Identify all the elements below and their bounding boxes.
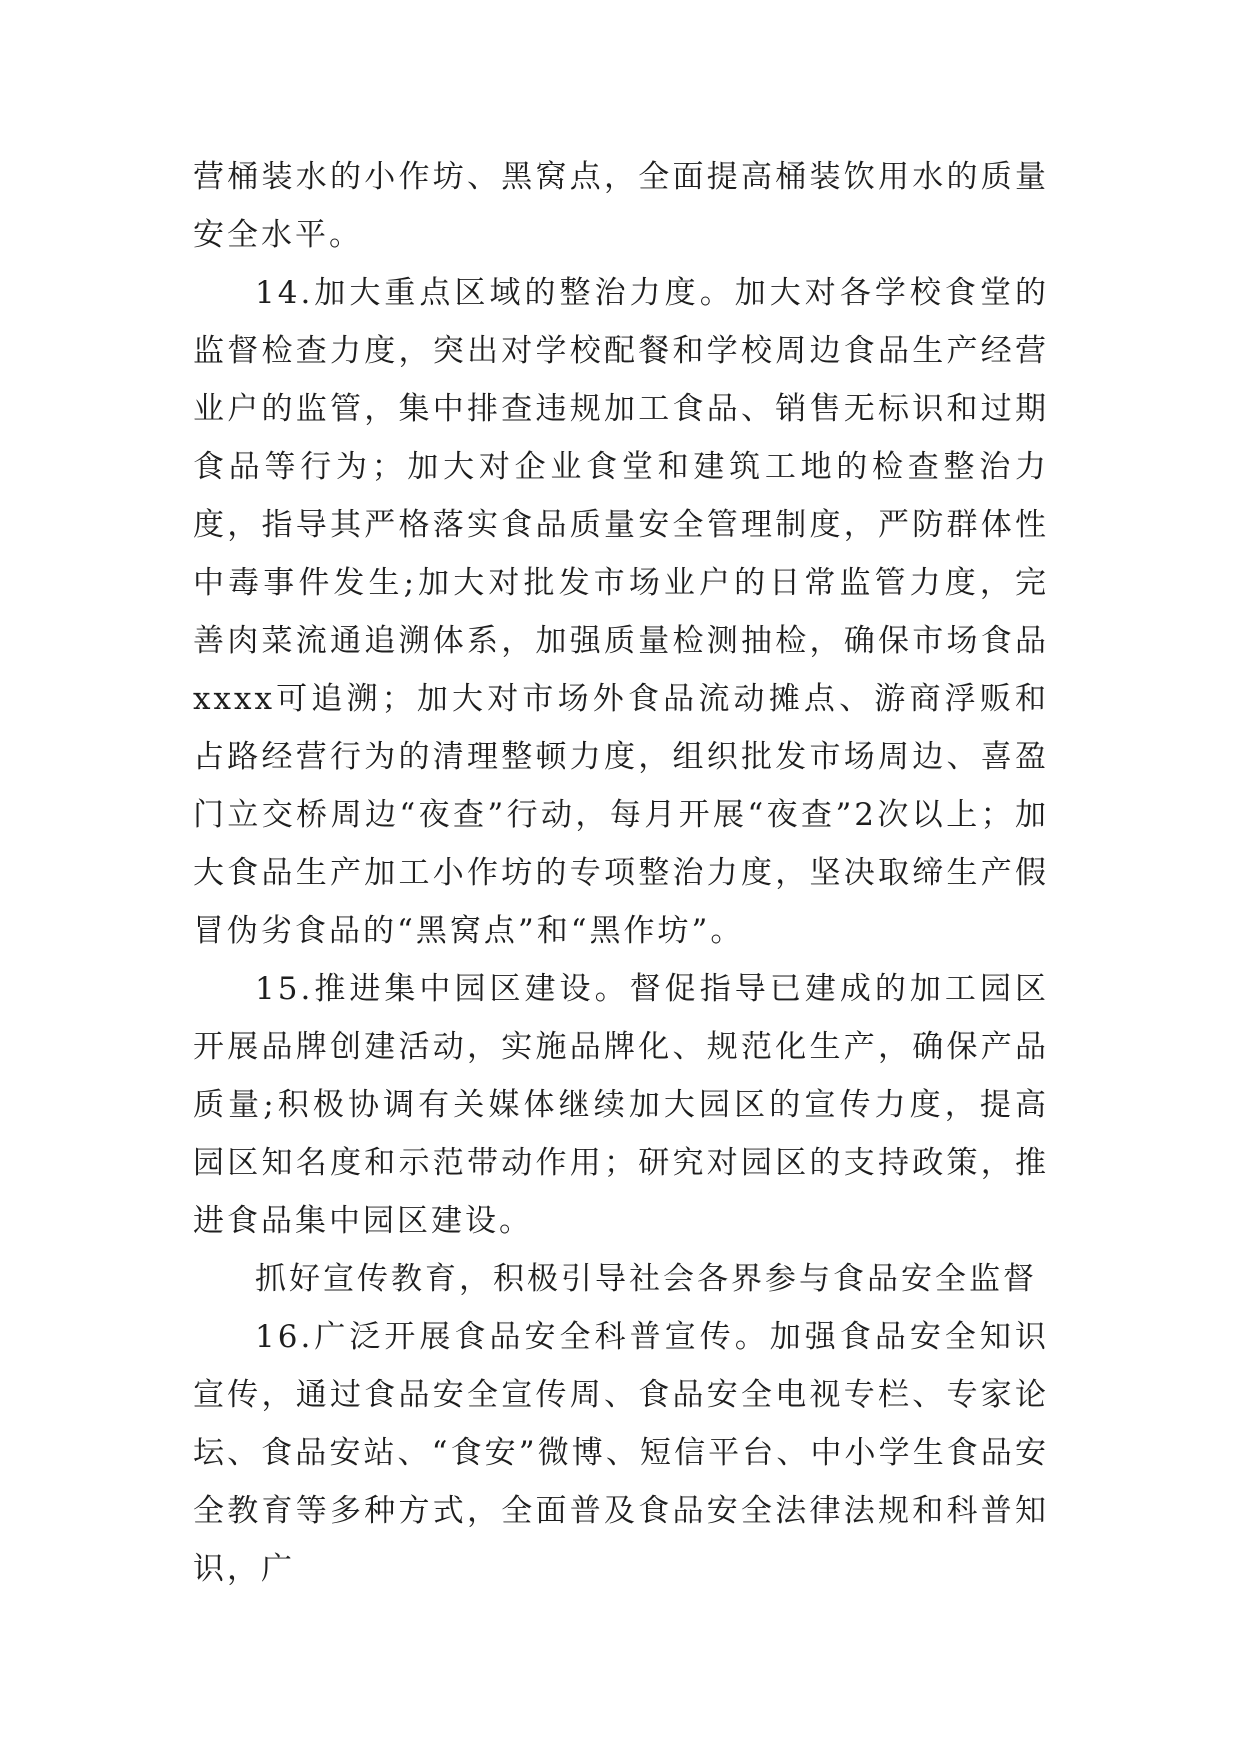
paragraph-continuation: 营桶装水的小作坊、黑窝点，全面提高桶装饮用水的质量安全水平。 [193, 159, 1049, 253]
paragraph-item-15: 15.推进集中园区建设。督促指导已建成的加工园区开展品牌创建活动，实施品牌化、规范化生产，确保产品质量;积极协调有关媒体继续加大园区的宣传力度，提高园区知名度和示范带动作用；研究对园区的支持政策，推进食品集中园区建设。 [193, 971, 1049, 1239]
paragraph-item-16: 16.广泛开展食品安全科普宣传。加强食品安全知识宣传，通过食品安全宣传周、食品安全电视专栏、专家论坛、食品安站、“食安”微博、短信平台、中小学生食品安全教育等多种方式，全面普及食品安全法律法规和科普知识，广 [193, 1319, 1049, 1587]
paragraph-item-14: 14.加大重点区域的整治力度。加大对各学校食堂的监督检查力度，突出对学校配餐和学校周边食品生产经营业户的监管，集中排查违规加工食品、销售无标识和过期食品等行为；加大对企业食堂和建筑工地的检查整治力度，指导其严格落实食品质量安全管理制度，严防群体性中毒事件发生;加大对批发市场业户的日常监管力度，完善肉菜流通追溯体系，加强质量检测抽检，确保市场食品xxxx可追溯；加大对市场外食品流动摊点、游商浮贩和占路经营行为的清理整顿力度，组织批发市场周边、喜盈门立交桥周边“夜查”行动，每月开展“夜查”2次以上；加大食品生产加工小作坊的专项整治力度，坚决取缔生产假冒伪劣食品的“黑窝点”和“黑作坊”。 [193, 275, 1049, 949]
section-heading: 抓好宣传教育，积极引导社会各界参与食品安全监督 [255, 1261, 1037, 1297]
document-body [193, 148, 1049, 1598]
